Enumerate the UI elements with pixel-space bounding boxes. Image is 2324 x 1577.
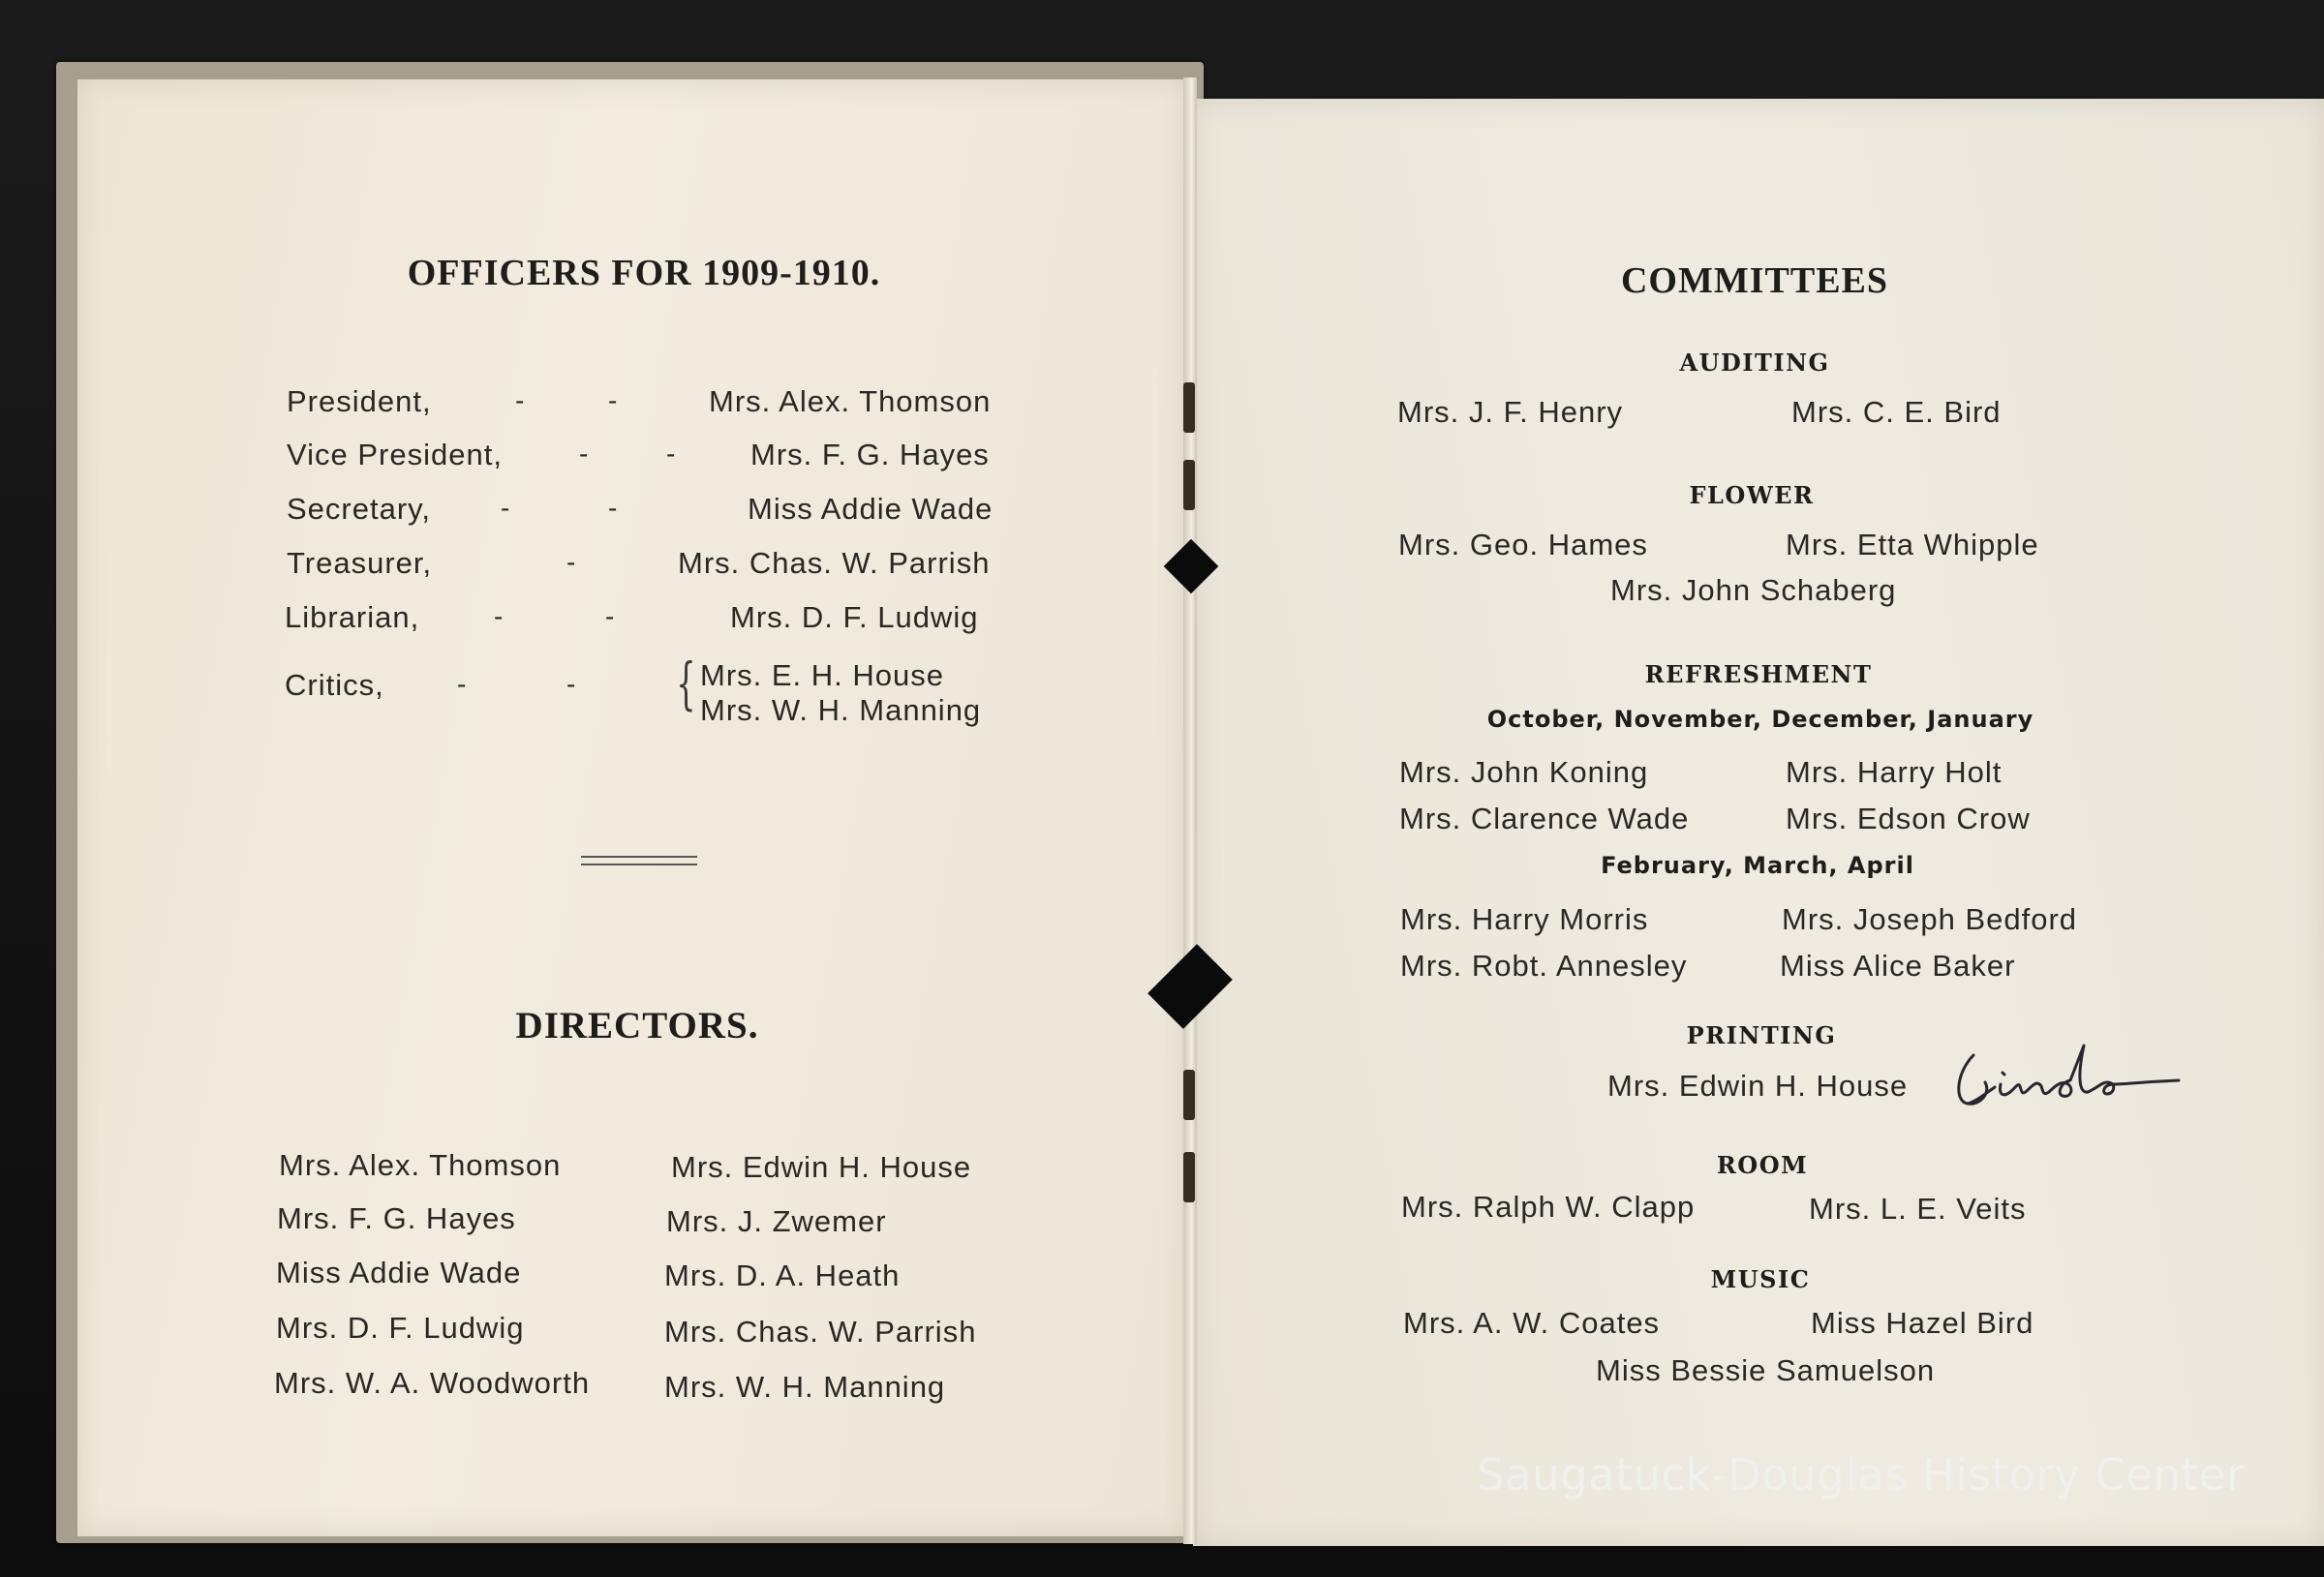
flower-heading: FLOWER xyxy=(1689,481,1815,509)
officer-name: Mrs. Chas. W. Parrish xyxy=(678,546,991,580)
committee-member: Mrs. Clarence Wade xyxy=(1399,802,1690,835)
section-divider xyxy=(581,864,697,865)
refreshment-heading: REFRESHMENT xyxy=(1644,660,1873,688)
printing-heading: PRINTING xyxy=(1686,1021,1837,1049)
auditing-heading: AUDITING xyxy=(1679,349,1830,377)
left-page xyxy=(77,79,1186,1536)
leader-dash: - xyxy=(515,385,525,415)
critic-name: Mrs. E. H. House xyxy=(700,658,944,692)
leader-dash: - xyxy=(501,493,510,523)
committee-member: Mrs. Geo. Hames xyxy=(1398,528,1648,561)
director-name: Miss Addie Wade xyxy=(276,1256,522,1289)
binding-stitch xyxy=(1183,460,1195,510)
brace-mark: { xyxy=(676,651,696,716)
right-page xyxy=(1193,99,2324,1546)
refreshment-period: February, March, April xyxy=(1601,852,1914,879)
leader-dash: - xyxy=(608,493,618,523)
committee-member: Mrs. J. F. Henry xyxy=(1397,395,1624,429)
committee-member: Mrs. Etta Whipple xyxy=(1786,528,2039,561)
committee-member: Mrs. Robt. Annesley xyxy=(1400,949,1688,983)
leader-dash: - xyxy=(566,547,576,577)
officer-name: Miss Addie Wade xyxy=(748,492,994,526)
officer-role: Treasurer, xyxy=(287,546,433,580)
officer-name: Mrs. Alex. Thomson xyxy=(709,384,992,418)
leader-dash: - xyxy=(566,669,576,699)
committee-member: Mrs. Joseph Bedford xyxy=(1782,902,2078,936)
leader-dash: - xyxy=(579,439,589,469)
committee-member: Mrs. Harry Morris xyxy=(1400,902,1649,936)
section-divider xyxy=(581,856,697,858)
committee-member: Mrs. Ralph W. Clapp xyxy=(1401,1190,1696,1224)
committee-member: Mrs. A. W. Coates xyxy=(1403,1306,1661,1340)
leader-dash: - xyxy=(608,385,618,415)
director-name: Mrs. Edwin H. House xyxy=(671,1150,972,1184)
watermark-text: Saugatuck-Douglas History Center xyxy=(1477,1449,2245,1501)
refreshment-period: October, November, December, January xyxy=(1486,706,2034,733)
binding-stitch xyxy=(1183,382,1195,433)
director-name: Mrs. Chas. W. Parrish xyxy=(664,1315,977,1349)
music-heading: MUSIC xyxy=(1710,1265,1811,1293)
leader-dash: - xyxy=(494,601,504,631)
committee-member: Mrs. Harry Holt xyxy=(1786,755,2003,789)
committee-member: Miss Bessie Samuelson xyxy=(1596,1353,1936,1387)
critic-name: Mrs. W. H. Manning xyxy=(700,693,982,727)
committee-member: Mrs. John Koning xyxy=(1399,755,1649,789)
leader-dash: - xyxy=(605,601,615,631)
committee-member: Mrs. Edson Crow xyxy=(1786,802,2031,835)
director-name: Mrs. D. A. Heath xyxy=(664,1259,901,1292)
binding-stitch xyxy=(1183,1152,1195,1202)
director-name: Mrs. Alex. Thomson xyxy=(279,1148,562,1182)
committee-member: Miss Alice Baker xyxy=(1780,949,2016,983)
committees-title: COMMITTEES xyxy=(1620,260,1889,301)
officer-role: Librarian, xyxy=(285,600,420,634)
officer-name: Mrs. D. F. Ludwig xyxy=(730,600,979,634)
booklet-spine xyxy=(1183,77,1197,1544)
committee-member: Mrs. Edwin H. House xyxy=(1607,1069,1909,1103)
committee-member: Mrs. John Schaberg xyxy=(1610,573,1897,607)
officer-role: Secretary, xyxy=(287,492,431,526)
director-name: Mrs. W. A. Woodworth xyxy=(274,1366,591,1400)
leader-dash: - xyxy=(666,439,676,469)
officers-title: OFFICERS FOR 1909-1910. xyxy=(407,253,881,293)
binding-stitch xyxy=(1183,1070,1195,1120)
room-heading: ROOM xyxy=(1716,1151,1809,1179)
directors-title: DIRECTORS. xyxy=(515,1005,759,1046)
director-name: Mrs. W. H. Manning xyxy=(664,1370,946,1404)
officer-role: Vice President, xyxy=(287,438,503,471)
leader-dash: - xyxy=(457,669,467,699)
director-name: Mrs. F. G. Hayes xyxy=(277,1201,516,1235)
committee-member: Mrs. L. E. Veits xyxy=(1809,1192,2027,1226)
officer-role: President, xyxy=(287,384,432,418)
committee-member: Miss Hazel Bird xyxy=(1811,1306,2034,1340)
officer-name: Mrs. F. G. Hayes xyxy=(750,438,990,471)
director-name: Mrs. J. Zwemer xyxy=(666,1204,887,1238)
director-name: Mrs. D. F. Ludwig xyxy=(276,1311,525,1345)
handwritten-signature xyxy=(1946,1034,2198,1131)
committee-member: Mrs. C. E. Bird xyxy=(1791,395,2002,429)
officer-role-critics: Critics, xyxy=(285,668,384,702)
